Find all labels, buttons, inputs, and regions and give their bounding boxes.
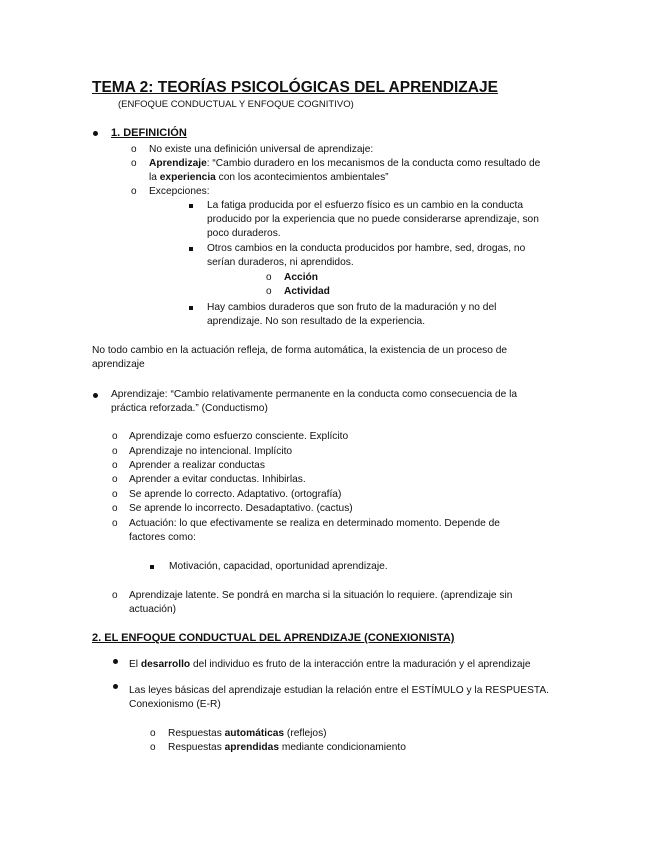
list-item-continuation: producido por la experiencia que no puede considerarse aprendizaje, son (207, 214, 539, 225)
bullet-square-icon (189, 306, 193, 310)
list-item: Actividad (284, 286, 330, 297)
list-item: Se aprende lo incorrecto. Desadaptativo. (cactus) (129, 503, 353, 514)
list-item-continuation: poco duraderos. (207, 228, 281, 239)
list-item: Respuestas aprendidas mediante condicionamiento (168, 742, 406, 753)
list-item: Otros cambios en la conducta producidos por hambre, sed, drogas, no (207, 243, 526, 254)
document-subtitle: (ENFOQUE CONDUCTUAL Y ENFOQUE COGNITIVO) (118, 99, 354, 110)
list-item-continuation: Conexionismo (E-R) (129, 699, 221, 710)
bullet-dot-icon (113, 659, 118, 664)
bullet-dot-icon (93, 131, 98, 136)
bullet-circle-icon: o (131, 144, 137, 155)
bullet-circle-icon: o (266, 272, 272, 283)
bullet-circle-icon: o (112, 431, 118, 442)
list-item-continuation: la experiencia con los acontecimientos ambientales” (149, 172, 389, 183)
bullet-dot-icon (113, 684, 118, 689)
bullet-circle-icon: o (112, 503, 118, 514)
bullet-circle-icon: o (112, 489, 118, 500)
bullet-circle-icon: o (131, 158, 137, 169)
list-item: Aprendizaje: “Cambio duradero en los mecanismos de la conducta como resultado de (149, 158, 541, 169)
list-item: Las leyes básicas del aprendizaje estudian la relación entre el ESTÍMULO y la RESPUESTA. (129, 685, 549, 696)
list-item-continuation: serían duraderos, ni aprendidos. (207, 257, 354, 268)
bullet-circle-icon: o (266, 286, 272, 297)
list-item: Hay cambios duraderos que son fruto de la maduración y no del (207, 302, 497, 313)
list-item-continuation: actuación) (129, 604, 177, 615)
list-item: Aprendizaje: “Cambio relativamente permanente en la conducta como consecuencia de la (111, 389, 518, 400)
document-title: TEMA 2: TEORÍAS PSICOLÓGICAS DEL APRENDIZAJE (92, 79, 498, 96)
list-item-continuation: aprendizaje. No son resultado de la experiencia. (207, 316, 426, 327)
section2-heading: 2. EL ENFOQUE CONDUCTUAL DEL APRENDIZAJE (CONEXIONISTA) (92, 632, 455, 644)
bullet-circle-icon: o (131, 186, 137, 197)
bullet-dot-icon (93, 393, 98, 398)
list-item-continuation: práctica reforzada.” (Conductismo) (111, 403, 268, 414)
list-item: Motivación, capacidad, oportunidad aprendizaje. (169, 561, 388, 572)
list-item: La fatiga producida por el esfuerzo físico es un cambio en la conducta (207, 200, 524, 211)
bullet-circle-icon: o (112, 590, 118, 601)
list-item-continuation: factores como: (129, 532, 196, 543)
list-item: Actuación: lo que efectivamente se realiza en determinado momento. Depende de (129, 518, 500, 529)
list-item: Aprendizaje latente. Se pondrá en marcha si la situación lo requiere. (aprendizaje sin (129, 590, 513, 601)
list-item: Aprendizaje no intencional. Implícito (129, 446, 293, 457)
list-item: Aprender a evitar conductas. Inhibirlas. (129, 474, 306, 485)
list-item: No existe una definición universal de aprendizaje: (149, 144, 374, 155)
bullet-square-icon (189, 204, 193, 208)
paragraph-line: No todo cambio en la actuación refleja, de forma automática, la existencia de un proceso de (92, 345, 508, 356)
list-item: El desarrollo del individuo es fruto de la interacción entre la maduración y el aprendizaje (129, 659, 531, 670)
paragraph-line: aprendizaje (92, 359, 145, 370)
list-item: Acción (284, 272, 318, 283)
section1-heading: 1. DEFINICIÓN (111, 127, 187, 139)
bullet-circle-icon: o (112, 474, 118, 485)
list-item: Se aprende lo correcto. Adaptativo. (ortografía) (129, 489, 342, 500)
list-item: Aprendizaje como esfuerzo consciente. Explícito (129, 431, 349, 442)
bullet-square-icon (189, 247, 193, 251)
list-item: Aprender a realizar conductas (129, 460, 265, 471)
bullet-circle-icon: o (112, 460, 118, 471)
bullet-circle-icon: o (112, 446, 118, 457)
bullet-circle-icon: o (150, 728, 156, 739)
bullet-circle-icon: o (112, 518, 118, 529)
bullet-circle-icon: o (150, 742, 156, 753)
list-item: Respuestas automáticas (reflejos) (168, 728, 327, 739)
bullet-square-icon (150, 565, 154, 569)
list-item: Excepciones: (149, 186, 210, 197)
